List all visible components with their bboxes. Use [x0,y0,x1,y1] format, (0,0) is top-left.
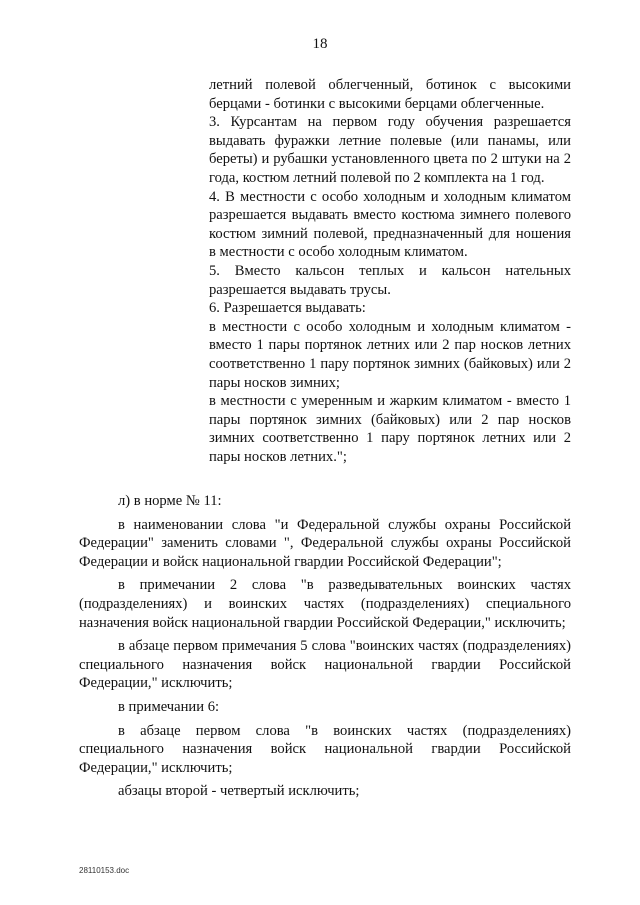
amendment-paragraph: в примечании 6: [118,698,220,715]
note-paragraph: 3. Курсантам на первом году обучения разрешается выдавать фуражки летние полевые (или панамы, или береты) и рубашки установленного цвета по 2 штуки на 2 года, костюм летний полевой по 2 комплекта на 1 год. [209,114,571,186]
page-number: 18 [312,36,328,52]
norm-notes-block [209,76,571,466]
amendment-paragraph: л) в норме № 11: [118,493,222,509]
amendment-paragraph: абзацы второй - четвертый исключить; [118,783,360,800]
amendment-paragraph: в примечании 2 слова "в разведывательных воинских частях (подразделениях) и воинских частях (подразделениях) специального назначения войск национальной гвардии Российской Федерации," исключить; [79,577,571,631]
note-paragraph: в местности с особо холодным и холодным климатом - вместо 1 пары портянок летних или 2 пар носков летних соответственно 1 пару портянок зимних (байковых) или 2 пары носков зимних; [209,318,571,391]
note-paragraph: 6. Разрешается выдавать: [209,300,366,317]
document-file-code: 28110153.doc [79,866,130,875]
note-paragraph: 4. В местности с особо холодным и холодным климатом разрешается выдавать вместо костюма зимнего полевого костюм зимний полевой, предназначенный для ношения в местности с особо холодным климатом. [209,188,571,261]
note-paragraph: летний полевой облегченный, ботинок с высокими берцами - ботинки с высокими берцами облегченные. [209,77,571,112]
amendment-paragraph: в наименовании слова "и Федеральной службы охраны Российской Федерации" заменить словами ", Федеральной службы охраны Российской Федерации и войск национальной гвардии Российской Федерации"; [79,516,571,570]
note-paragraph: в местности с умеренным и жарким климатом - вместо 1 пары портянок зимних (байковых) или 2 пар носков зимних соответственно 1 пару портянок летних или 2 пары носков летних."; [209,393,571,465]
note-paragraph: 5. Вместо кальсон теплых и кальсон нательных разрешается выдавать трусы. [209,262,571,298]
amendment-paragraph: в абзаце первом примечания 5 слова "воинских частях (подразделениях) специального назначения войск национальной гвардии Российской Федерации," исключить; [79,638,571,692]
amendment-paragraph: в абзаце первом слова "в воинских частях (подразделениях) специального назначения войск национальной гвардии Российской Федерации," исключить; [79,722,571,776]
amendments-block [79,492,571,806]
